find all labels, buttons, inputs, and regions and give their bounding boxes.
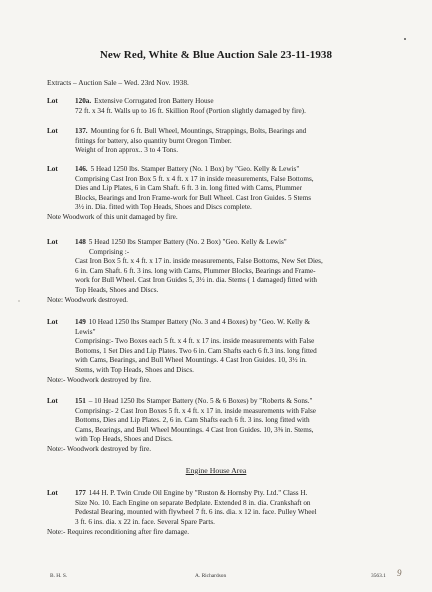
lot-body xyxy=(75,318,403,376)
lot-text: 5 Head 1250 lbs. Stamper Battery (No. 1 Box) by "Geo. Kelly & Lewis" xyxy=(90,165,300,173)
lot-text: Lewis" xyxy=(75,327,96,336)
lot-text: 6 in. Cam Shaft. 6 ft. 3 ins. long with Cams, Plummer Blocks, Bearings and Frame- xyxy=(75,266,316,275)
lot-label: Lot xyxy=(47,238,58,246)
lot-text: Weight of Iron approx.. 3 to 4 Tons. xyxy=(75,146,178,155)
lot-line xyxy=(75,318,403,328)
footer-left: B. H. S. xyxy=(50,573,68,579)
lot-text: 10 Head 1250 lbs Stamper Battery (No. 3 and 4 Boxes) by "Geo. W. Kelly & xyxy=(88,318,311,326)
scan-speck xyxy=(404,38,406,40)
lot-number: 146. xyxy=(75,165,88,173)
extract-text: Extracts – Auction Sale – Wed. 23rd Nov. 1938. xyxy=(47,78,189,87)
lot-number: 149 xyxy=(75,318,86,326)
lot-label: Lot xyxy=(47,165,58,173)
lot-number: 148 xyxy=(75,238,86,246)
lot-text: Extensive Corrugated Iron Battery House xyxy=(94,97,214,105)
lot-note: Note:- Woodwork destroyed by fire. xyxy=(47,445,152,453)
lot-text: Blocks, Bearings and Iron Frame-work for Bull Wheel. Cast Iron Guides. 5 Stems xyxy=(75,193,312,202)
lot-text: work for Bull Wheel. Cast Iron Guides 5, 3½ in. dia. Stems ( 1 damaged) fitted with xyxy=(75,276,318,285)
lot-body xyxy=(75,127,403,156)
lot-text: fittings for battery, also quantity burnt Oregon Timber. xyxy=(75,136,232,145)
handwritten-page-mark: 9 xyxy=(397,568,402,578)
lot-text: 3 ft. 6 ins. dia. x 22 in. face. Several Spare Parts. xyxy=(75,517,215,526)
lot-body xyxy=(75,397,403,445)
section-title: Engine House Area xyxy=(185,466,247,475)
lot-text: Dies and Lip Plates, 6 in Cam Shaft. 6 ft. 3 in. long fitted with Cams, Plummer xyxy=(75,184,302,193)
lot-text: 144 H. P. Twin Crude Oil Engine by "Ruston & Hornsby Pty. Ltd." Class H. xyxy=(88,489,308,497)
lot-label: Lot xyxy=(47,489,58,497)
lot-number: 120a. xyxy=(75,97,92,105)
lot-number: 177 xyxy=(75,489,86,497)
lot-line xyxy=(75,97,403,107)
document-title: New Red, White & Blue Auction Sale 23-11-1938 xyxy=(99,49,333,61)
lot-text: Pedestal Bearing, mounted with flywheel 7 ft. 6 ins. dia. x 12 in. face. Pulley Wheel xyxy=(75,508,317,517)
lot-text: – 10 Head 1250 lbs Stamper Battery (No. 5 & 6 Boxes) by "Roberts & Sons." xyxy=(88,397,313,405)
lot-line xyxy=(75,127,403,137)
footer-center: A. Richardson xyxy=(195,573,227,579)
extract-line xyxy=(47,78,189,87)
lot-label: Lot xyxy=(47,397,58,405)
scan-speck xyxy=(18,300,20,302)
lot-text: with Cams, Bearings, and Bull Wheel Mountings. 4 Cast Iron Guides. 10, 3½ in. xyxy=(75,356,307,365)
lot-text: 3½ in. Dia. fitted with Top Heads, Shoes and Discs complete. xyxy=(75,203,252,212)
lot-text: 72 ft. x 34 ft. Walls up to 16 ft. Skillion Roof (Portion slightly damaged by fire). xyxy=(75,106,306,115)
lot-number: 151 xyxy=(75,397,86,405)
lot-text: Comprising:- 2 Cast Iron Boxes 5 ft. x 4 ft. x 17 in. inside measurements with False xyxy=(75,406,316,415)
lot-body xyxy=(75,97,403,116)
lot-text: Bottoms, 1 Set Dies and Lip Plates. Two 6 in. Cam Shafts each 6 ft.3 ins. long fitted xyxy=(75,346,317,355)
footer-right: 3563.1 xyxy=(371,573,386,579)
lot-text: 5 Head 1250 lbs Stamper Battery (No. 2 Box) "Geo. Kelly & Lewis" xyxy=(88,238,287,246)
lot-line xyxy=(75,489,403,499)
lot-text: Cast Iron Box 5 ft. x 4 ft. x 17 in. inside measurements, False Bottoms, New Set Dies, xyxy=(75,257,323,266)
lot-note: Note:- Woodwork destroyed by fire. xyxy=(47,376,152,384)
lot-body xyxy=(75,165,403,213)
lot-line xyxy=(75,397,403,407)
lot-label: Lot xyxy=(47,127,58,135)
lot-text: Comprising:- Two Boxes each 5 ft. x 4 ft. x 17 ins. inside measurements with False xyxy=(75,337,315,346)
lot-text: Cams, Bearings, and Bull Wheel Mountings. 4 Cast Iron Guides. 10, 3⅜ in. Stems, xyxy=(75,425,314,434)
lot-body xyxy=(75,238,403,296)
lot-text: with Top Heads, Shoes and Discs. xyxy=(75,435,173,444)
lot-line xyxy=(75,238,403,248)
lot-text: Mounting for 6 ft. Bull Wheel, Mountings, Strappings, Bolts, Bearings and xyxy=(90,127,307,135)
lot-note: Note Woodwork of this unit damaged by fire. xyxy=(47,213,178,221)
lot-text: Top Heads, Shoes and Discs. xyxy=(75,285,159,294)
lot-note: Note:- Requires reconditioning after fire damage. xyxy=(47,528,190,536)
lot-label: Lot xyxy=(47,318,58,326)
lot-note: Note: Woodwork destroyed. xyxy=(47,296,128,304)
lot-line xyxy=(75,165,403,175)
lot-text: Size No. 10. Each Engine on separate Bedplate. Extended 8 in. dia. Crankshaft on xyxy=(75,498,311,507)
lot-text: Bottoms, Dies and Lip Plates. 2, 6 in. Cam Shafts each 6 ft. 3 ins. long fitted with xyxy=(75,416,310,425)
lot-text: Stems, with Top Heads, Shoes and Discs. xyxy=(75,365,194,374)
lot-text: Comprising Cast Iron Box 5 ft. x 4 ft. x 17 in inside measurements, False Bottoms, xyxy=(75,174,314,183)
lot-text: Comprising :- xyxy=(89,247,130,256)
lot-body xyxy=(75,489,403,527)
lot-number: 137. xyxy=(75,127,88,135)
lot-label: Lot xyxy=(47,97,58,105)
